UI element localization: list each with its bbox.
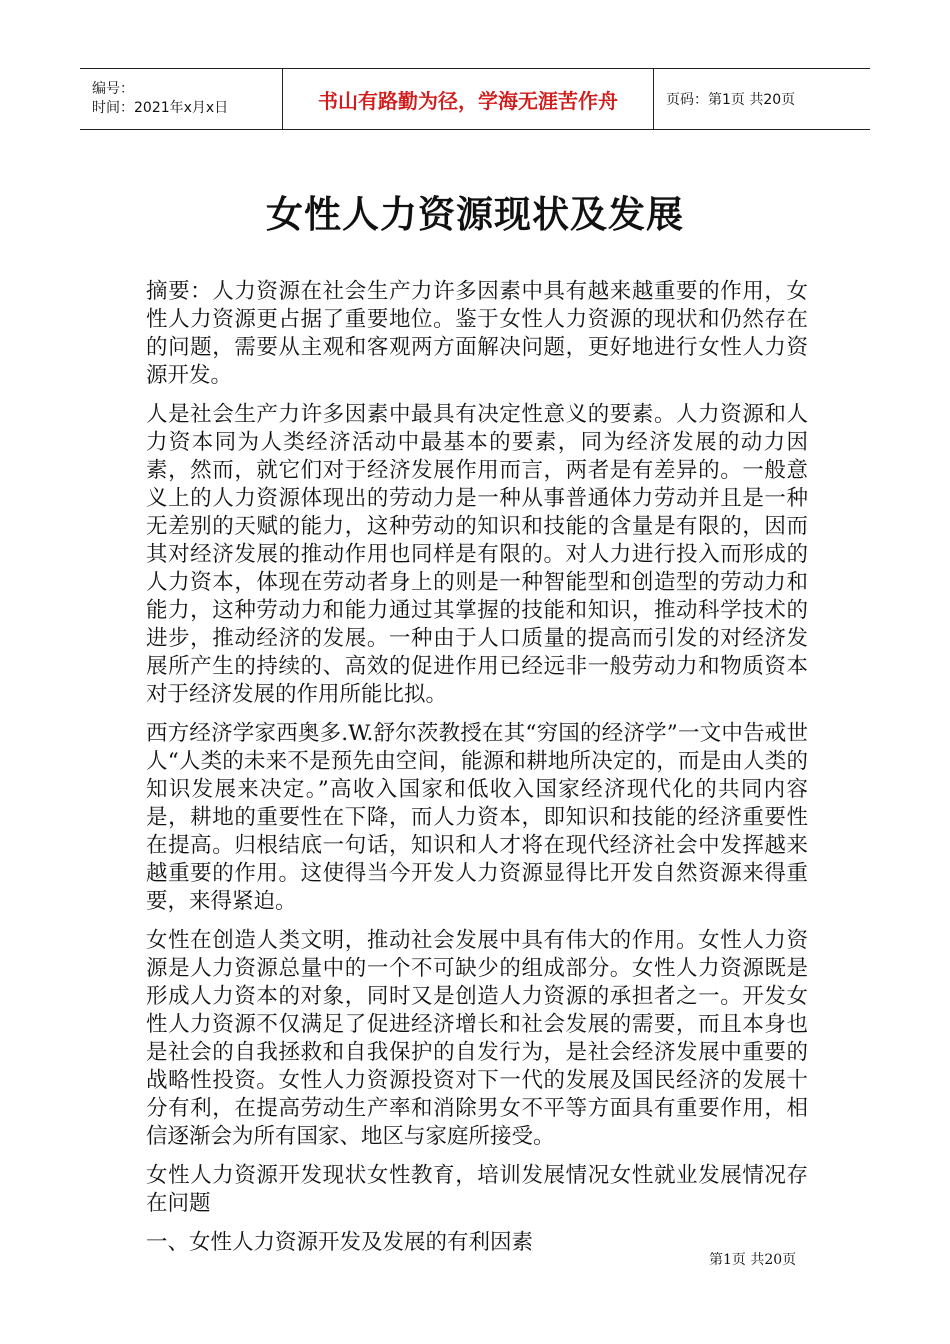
document-number-label: 编号： [92,81,134,97]
body-paragraph: 西方经济学家西奥多.W.舒尔茨教授在其“穷国的经济学”一文中告戒世人“人类的未来不是预先由空间，能源和耕地所决定的，而是由人类的知识发展来决定。”高收入国家和低收入国家经济现代化的共同内容是，耕地的重要性在下降，而人力资本，即知识和技能的经济重要性在提高。归根结底一句话，知识和人才将在现代经济社会中发挥越来越重要的作用。这使得当今开发人力资源显得比开发自然资源来得重要，来得紧迫。 [146,721,808,914]
outline-paragraph: 女性人力资源开发现状女性教育，培训发展情况女性就业发展情况存在问题 [146,1163,808,1216]
document-date: 时间：2021年x月x日 [92,100,229,116]
body-paragraph: 女性在创造人类文明，推动社会发展中具有伟大的作用。女性人力资源是人力资源总量中的一个不可缺少的组成部分。女性人力资源既是形成人力资本的对象，同时又是创造人力资源的承担者之一。开发女性人力资源不仅满足了促进经济增长和社会发展的需要，而且本身也是社会的自我拯救和自我保护的自发行为，是社会经济发展中重要的战略性投资。女性人力资源投资对下一代的发展及国民经济的发展十分有利，在提高劳动生产率和消除男女不平等方面具有重要作用，相信逐渐会为所有国家、地区与家庭所接受。 [146,928,808,1149]
header-meta [80,69,282,129]
document-body [146,278,808,1268]
section-heading: 一、女性人力资源开发及发展的有利因素 [146,1230,534,1255]
header-motto [282,69,654,129]
header-page-info [654,69,870,129]
motto-text: 书山有路勤为径，学海无涯苦作舟 [318,88,618,113]
document-title: 女性人力资源现状及发展 [266,192,684,236]
page-info-text: 页码：第1页 共20页 [666,92,796,108]
page-header [80,68,870,130]
page-footer: 第1页 共20页 [709,1252,797,1268]
body-paragraph: 人是社会生产力许多因素中最具有决定性意义的要素。人力资源和人力资本同为人类经济活动中最基本的要素，同为经济发展的动力因素，然而，就它们对于经济发展作用而言，两者是有差异的。一般意义上的人力资源体现出的劳动力是一种从事普通体力劳动并且是一种无差别的天赋的能力，这种劳动的知识和技能的含量是有限的，因而其对经济发展的推动作用也同样是有限的。对人力进行投入而形成的人力资本，体现在劳动者身上的则是一种智能型和创造型的劳动力和能力，这种劳动力和能力通过其掌握的技能和知识，推动科学技术的进步，推动经济的发展。一种由于人口质量的提高而引发的对经济发展所产生的持续的、高效的促进作用已经远非一般劳动力和物质资本对于经济发展的作用所能比拟。 [146,402,808,707]
abstract-paragraph: 摘要：人力资源在社会生产力许多因素中具有越来越重要的作用，女性人力资源更占据了重要地位。鉴于女性人力资源的现状和仍然存在的问题，需要从主观和客观两方面解决问题，更好地进行女性人力资源开发。 [146,279,808,388]
